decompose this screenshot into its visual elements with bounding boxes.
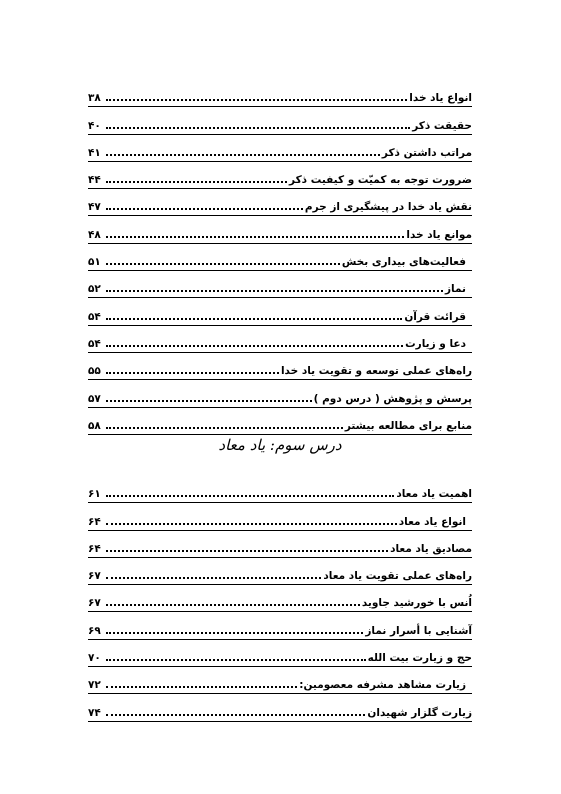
toc-entry-page-number: ۶۷ — [88, 597, 101, 610]
toc-entry — [88, 694, 472, 721]
toc-entry-title: زیارت مشاهد مشرفه معصومین: — [299, 679, 472, 693]
toc-dot-leader — [106, 400, 312, 402]
toc-dot-leader — [106, 577, 321, 579]
toc-entry — [88, 585, 472, 612]
toc-entry-title: حج و زیارت بیت الله — [367, 652, 472, 665]
toc-list-part1 — [88, 80, 472, 435]
toc-entry — [88, 107, 472, 134]
toc-entry-title: مراتب داشتن ذکر — [381, 146, 472, 159]
toc-dot-leader — [106, 208, 303, 210]
toc-entry-title: راه‌های عملی توسعه و تقویت یاد خدا — [280, 365, 472, 378]
toc-entry-page-number: ۶۴ — [88, 542, 101, 555]
toc-entry-title: ضرورت توجه به کمیّت و کیفیت ذکر — [289, 174, 472, 187]
toc-entry — [88, 326, 472, 353]
toc-entry-title: مصادیق یاد معاد — [390, 542, 472, 555]
toc-entry-page-number: ۴۷ — [88, 201, 101, 214]
toc-entry-page-number: ۶۱ — [88, 488, 101, 501]
toc-entry-title: نماز — [445, 283, 472, 297]
toc-entry-page-number: ۷۴ — [88, 706, 101, 719]
toc-entry-page-number: ۵۷ — [88, 392, 101, 405]
toc-entry — [88, 640, 472, 667]
toc-entry-page-number: ۵۴ — [88, 310, 101, 323]
toc-entry — [88, 298, 472, 325]
toc-entry-page-number: ۵۸ — [88, 419, 101, 432]
section-heading: درس سوم: یاد معاد — [218, 436, 342, 454]
toc-entry — [88, 271, 472, 298]
toc-dot-leader — [106, 523, 397, 525]
toc-entry-page-number: ۶۴ — [88, 515, 101, 528]
toc-entry-title: فعالیت‌های بیداری بخش — [342, 256, 472, 270]
toc-dot-leader — [106, 263, 340, 265]
toc-dot-leader — [106, 686, 297, 688]
toc-dot-leader — [106, 372, 279, 374]
toc-entry-title: منابع برای مطالعه بیشتر — [344, 419, 472, 432]
toc-dot-leader — [106, 632, 363, 634]
toc-entry-page-number: ۴۴ — [88, 174, 101, 187]
toc-entry-page-number: ۵۵ — [88, 365, 101, 378]
toc-entry — [88, 80, 472, 107]
toc-entry-title: دعا و زیارت — [405, 338, 472, 352]
toc-entry-title: انواع یاد معاد — [399, 516, 472, 530]
toc-dot-leader — [106, 318, 402, 320]
toc-entry-page-number: ۶۷ — [88, 570, 101, 583]
toc-dot-leader — [106, 345, 403, 347]
toc-dot-leader — [106, 181, 287, 183]
toc-entry-page-number: ۴۱ — [88, 146, 101, 159]
toc-entry-page-number: ۵۱ — [88, 256, 101, 269]
toc-entry — [88, 353, 472, 380]
toc-entry — [88, 380, 472, 407]
toc-dot-leader — [106, 127, 410, 129]
toc-entry-title: اهمیت یاد معاد — [396, 488, 472, 501]
toc-dot-leader — [106, 604, 360, 606]
toc-entry-title: راه‌های عملی تقویت یاد معاد — [323, 570, 472, 583]
toc-entry-page-number: ۵۲ — [88, 283, 101, 296]
toc-entry-page-number: ۷۰ — [88, 652, 101, 665]
toc-entry-title: انواع یاد خدا — [409, 92, 472, 105]
toc-dot-leader — [106, 427, 343, 429]
toc-entry-title: اُنس با خورشید جاوید — [361, 597, 472, 610]
toc-entry-page-number: ۷۲ — [88, 679, 101, 692]
toc-entry — [88, 189, 472, 216]
toc-entry — [88, 531, 472, 558]
toc-entry-title: حقیقت ذکر — [412, 119, 472, 132]
toc-entry — [88, 216, 472, 243]
toc-entry-title: نقش یاد خدا در پیشگیری از جرم — [304, 201, 472, 214]
toc-entry-title: آشنایی با أسرار نماز — [365, 624, 472, 637]
toc-dot-leader — [106, 154, 380, 156]
toc-list-part2 — [88, 476, 472, 722]
toc-entry-title: زیارت گلزار شهیدان — [367, 706, 472, 719]
toc-entry — [88, 612, 472, 639]
toc-entry-page-number: ۶۹ — [88, 624, 101, 637]
toc-entry — [88, 244, 472, 271]
toc-entry — [88, 503, 472, 530]
toc-entry-page-number: ۵۴ — [88, 337, 101, 350]
toc-dot-leader — [106, 99, 407, 101]
toc-dot-leader — [106, 495, 394, 497]
toc-dot-leader — [106, 659, 366, 661]
toc-entry-page-number: ۳۸ — [88, 92, 101, 105]
toc-dot-leader — [106, 714, 365, 716]
toc-entry — [88, 476, 472, 503]
toc-entry — [88, 558, 472, 585]
toc-entry-page-number: ۴۰ — [88, 119, 101, 132]
toc-dot-leader — [106, 550, 388, 552]
toc-entry — [88, 667, 472, 694]
toc-entry-page-number: ۴۸ — [88, 228, 101, 241]
toc-entry — [88, 408, 472, 435]
toc-dot-leader — [106, 290, 443, 292]
toc-entry — [88, 135, 472, 162]
toc-entry — [88, 162, 472, 189]
toc-dot-leader — [106, 236, 404, 238]
toc-entry-title: پرسش و پژوهش ( درس دوم ) — [313, 392, 472, 405]
toc-entry-title: موانع یاد خدا — [406, 228, 472, 241]
toc-entry-title: قرائت قرآن — [404, 311, 472, 325]
